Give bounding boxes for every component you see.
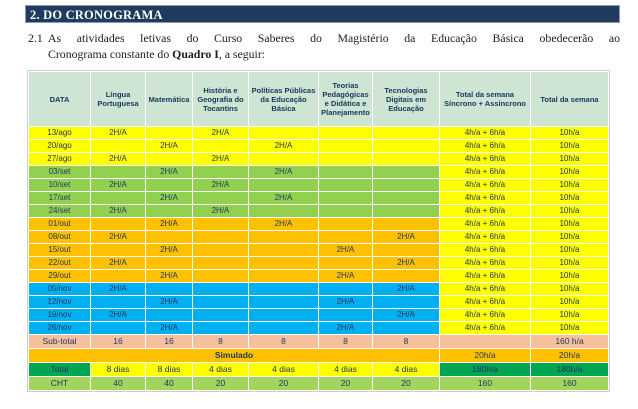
cell-date: 27/ago: [29, 153, 91, 166]
cell-value: [146, 309, 193, 322]
cht-value: 40: [91, 377, 146, 391]
cell-value: 2H/A: [146, 166, 193, 179]
subtotal-value: 16: [146, 335, 193, 349]
cell-value: [373, 179, 440, 192]
cell-value: 2H/A: [146, 218, 193, 231]
quadro-reference: Quadro I: [172, 47, 219, 61]
cell-value: [319, 218, 373, 231]
paragraph-text-line1: As atividades letivas do Curso Saberes do Magistério da Educação Básica obedecerão ao: [48, 31, 620, 45]
date-row: [29, 283, 609, 296]
cell-value: [249, 257, 319, 270]
column-header: Tecnologias Digitais em Educação: [373, 72, 440, 127]
cell-value: 2H/A: [146, 244, 193, 257]
cell-value: 2H/A: [193, 153, 249, 166]
cell-value: [249, 231, 319, 244]
cht-value: 40: [146, 377, 193, 391]
cell-value: 10h/a: [531, 166, 609, 179]
cell-value: 10h/a: [531, 283, 609, 296]
column-header: Políticas Públicas da Educação Básica: [249, 72, 319, 127]
column-header: Total da semana Síncrono + Assíncrono: [440, 72, 531, 127]
cell-date: 26/nov: [29, 322, 91, 335]
cell-date: 08/out: [29, 231, 91, 244]
cell-value: [193, 218, 249, 231]
cell-date: 20/ago: [29, 140, 91, 153]
cell-value: 4h/a + 6h/a: [440, 322, 531, 335]
cell-value: [193, 231, 249, 244]
total-value: 180h/a: [440, 363, 531, 377]
cell-value: 2H/A: [91, 231, 146, 244]
subtotal-value: 8: [319, 335, 373, 349]
cell-value: 2H/A: [193, 205, 249, 218]
cell-value: 10h/a: [531, 231, 609, 244]
cell-value: [319, 140, 373, 153]
subtotal-row: [29, 335, 609, 349]
cell-value: 2H/A: [91, 127, 146, 140]
cell-value: 4h/a + 6h/a: [440, 140, 531, 153]
date-row: [29, 231, 609, 244]
date-row: [29, 192, 609, 205]
cell-value: [319, 257, 373, 270]
cell-value: 10h/a: [531, 218, 609, 231]
cell-value: 4h/a + 6h/a: [440, 153, 531, 166]
cell-value: 4h/a + 6h/a: [440, 296, 531, 309]
cht-value: 20: [319, 377, 373, 391]
cell-value: 4h/a + 6h/a: [440, 218, 531, 231]
cell-value: [91, 270, 146, 283]
cell-value: [319, 283, 373, 296]
cell-value: 2H/A: [91, 257, 146, 270]
cell-value: 2H/A: [146, 270, 193, 283]
cell-value: 2H/A: [193, 127, 249, 140]
cell-date: 10/set: [29, 179, 91, 192]
total-row: [29, 363, 609, 377]
cell-date: 29/out: [29, 270, 91, 283]
cell-value: 10h/a: [531, 296, 609, 309]
cell-value: 10h/a: [531, 322, 609, 335]
cell-value: 10h/a: [531, 257, 609, 270]
column-header: DATA: [29, 72, 91, 127]
total-value: 4 dias: [373, 363, 440, 377]
cell-value: [319, 179, 373, 192]
cell-value: [249, 244, 319, 257]
cell-value: 4h/a + 6h/a: [440, 127, 531, 140]
cell-value: 10h/a: [531, 309, 609, 322]
cell-value: 4h/a + 6h/a: [440, 309, 531, 322]
total-value: 8 dias: [146, 363, 193, 377]
cell-value: 2H/A: [91, 179, 146, 192]
cell-date: 19/nov: [29, 309, 91, 322]
subtotal-value: 8: [193, 335, 249, 349]
subtotal-label: Sub-total: [29, 335, 91, 349]
date-row: [29, 205, 609, 218]
column-header: História e Geografia do Tocantins: [193, 72, 249, 127]
cronograma-table: [28, 71, 609, 391]
cell-value: [249, 205, 319, 218]
cell-value: [193, 309, 249, 322]
subtotal-value: 8: [249, 335, 319, 349]
cell-value: 10h/a: [531, 244, 609, 257]
cell-value: 4h/a + 6h/a: [440, 205, 531, 218]
cell-value: 2H/A: [91, 153, 146, 166]
cell-value: [91, 192, 146, 205]
cell-value: [91, 140, 146, 153]
cell-value: [249, 309, 319, 322]
cell-value: 4h/a + 6h/a: [440, 179, 531, 192]
cell-value: 4h/a + 6h/a: [440, 166, 531, 179]
cell-value: [91, 166, 146, 179]
date-row: [29, 153, 609, 166]
cell-value: [146, 283, 193, 296]
total-value: 8 dias: [91, 363, 146, 377]
simulado-label: Simulado: [29, 349, 440, 363]
cell-value: [193, 296, 249, 309]
cell-value: [193, 257, 249, 270]
subtotal-value: 16: [91, 335, 146, 349]
cell-value: [319, 205, 373, 218]
cell-value: 4h/a + 6h/a: [440, 244, 531, 257]
cell-value: 4h/a + 6h/a: [440, 231, 531, 244]
column-header: Total da semana: [531, 72, 609, 127]
date-row: [29, 257, 609, 270]
cell-value: [146, 205, 193, 218]
total-value: 4 dias: [193, 363, 249, 377]
cell-value: [193, 322, 249, 335]
cell-value: [193, 283, 249, 296]
cell-value: 2H/A: [91, 283, 146, 296]
cell-value: [146, 153, 193, 166]
date-row: [29, 244, 609, 257]
cell-value: 2H/A: [249, 140, 319, 153]
cell-value: 4h/a + 6h/a: [440, 192, 531, 205]
cell-value: 2H/A: [249, 166, 319, 179]
column-header: Língua Portuguesa: [91, 72, 146, 127]
cell-date: 22/out: [29, 257, 91, 270]
cell-value: [193, 166, 249, 179]
date-row: [29, 218, 609, 231]
cell-value: 10h/a: [531, 205, 609, 218]
cht-row: [29, 377, 609, 391]
cell-date: 05/nov: [29, 283, 91, 296]
cell-date: 12/nov: [29, 296, 91, 309]
cell-value: [373, 127, 440, 140]
cell-value: [373, 322, 440, 335]
date-row: [29, 296, 609, 309]
total-value: 4 dias: [249, 363, 319, 377]
cht-label: CHT: [29, 377, 91, 391]
cell-value: 2H/A: [146, 322, 193, 335]
cell-value: [373, 244, 440, 257]
section-title-bar: [25, 5, 620, 23]
cell-value: 2H/A: [146, 140, 193, 153]
cell-value: [373, 205, 440, 218]
cell-value: 2H/A: [319, 270, 373, 283]
total-value: 180h/a: [531, 363, 609, 377]
cell-value: [373, 296, 440, 309]
paragraph-text-line2: Cronograma constante do Quadro I, a seguir:: [48, 47, 266, 61]
cell-value: [373, 140, 440, 153]
cell-value: 2H/A: [249, 192, 319, 205]
cell-value: 2H/A: [319, 244, 373, 257]
total-value: 4 dias: [319, 363, 373, 377]
cell-value: [319, 153, 373, 166]
cell-value: [249, 283, 319, 296]
cell-value: [319, 127, 373, 140]
cell-value: [373, 218, 440, 231]
cell-value: 10h/a: [531, 270, 609, 283]
intro-paragraph: [28, 30, 620, 62]
cell-value: 2H/A: [146, 192, 193, 205]
date-row: [29, 127, 609, 140]
date-row: [29, 140, 609, 153]
cell-value: 2H/A: [91, 205, 146, 218]
cell-value: [146, 257, 193, 270]
subtotal-value: [440, 335, 531, 349]
cell-value: [319, 192, 373, 205]
cell-value: [146, 231, 193, 244]
subtotal-value: 160 h/a: [531, 335, 609, 349]
cell-value: [373, 270, 440, 283]
cell-date: 24/set: [29, 205, 91, 218]
cell-value: [249, 179, 319, 192]
cell-value: [319, 309, 373, 322]
cell-value: 10h/a: [531, 192, 609, 205]
cell-value: [91, 244, 146, 257]
cell-date: 01/out: [29, 218, 91, 231]
date-row: [29, 179, 609, 192]
cell-value: 4h/a + 6h/a: [440, 257, 531, 270]
cell-value: [249, 153, 319, 166]
column-header: Matemática: [146, 72, 193, 127]
cell-value: 2H/A: [146, 296, 193, 309]
cell-value: [373, 166, 440, 179]
cell-date: 13/ago: [29, 127, 91, 140]
cell-value: [91, 322, 146, 335]
cell-value: 2H/A: [249, 218, 319, 231]
simulado-semana-value: 20h/a: [531, 349, 609, 363]
cht-value: 20: [249, 377, 319, 391]
cell-date: 03/set: [29, 166, 91, 179]
simulado-row: [29, 349, 609, 363]
cell-value: 10h/a: [531, 140, 609, 153]
cell-value: 2H/A: [373, 283, 440, 296]
cht-value: 160: [440, 377, 531, 391]
cell-value: [373, 192, 440, 205]
simulado-sincrono-value: 20h/a: [440, 349, 531, 363]
cell-value: 2H/A: [373, 257, 440, 270]
cell-date: 15/out: [29, 244, 91, 257]
cell-value: 2H/A: [373, 231, 440, 244]
cell-value: 2H/A: [373, 309, 440, 322]
cell-value: 10h/a: [531, 127, 609, 140]
date-row: [29, 322, 609, 335]
date-row: [29, 270, 609, 283]
cell-date: 17/set: [29, 192, 91, 205]
cell-value: 4h/a + 6h/a: [440, 283, 531, 296]
cell-value: [319, 166, 373, 179]
cell-value: [146, 179, 193, 192]
cell-value: [373, 153, 440, 166]
cell-value: 4h/a + 6h/a: [440, 270, 531, 283]
cell-value: [193, 192, 249, 205]
cell-value: [319, 231, 373, 244]
cell-value: [249, 322, 319, 335]
cht-value: 20: [373, 377, 440, 391]
cell-value: 10h/a: [531, 153, 609, 166]
paragraph-number: 2.1: [28, 31, 43, 45]
cht-value: 160: [531, 377, 609, 391]
cell-value: [193, 270, 249, 283]
cell-value: [249, 296, 319, 309]
cell-value: [193, 244, 249, 257]
total-label: Total: [29, 363, 91, 377]
cell-value: 10h/a: [531, 179, 609, 192]
column-header: Teorias Pedagógicas e Didática e Planejamento: [319, 72, 373, 127]
section-title: 2. DO CRONOGRAMA: [30, 8, 163, 22]
cell-value: 2H/A: [91, 309, 146, 322]
header-row: [29, 72, 609, 127]
cell-value: [91, 218, 146, 231]
subtotal-value: 8: [373, 335, 440, 349]
cell-value: 2H/A: [319, 322, 373, 335]
cell-value: 2H/A: [193, 179, 249, 192]
cell-value: [91, 296, 146, 309]
cell-value: [249, 270, 319, 283]
cell-value: [249, 127, 319, 140]
cell-value: [146, 127, 193, 140]
cell-value: [193, 140, 249, 153]
date-row: [29, 309, 609, 322]
cell-value: 2H/A: [319, 296, 373, 309]
date-row: [29, 166, 609, 179]
cht-value: 20: [193, 377, 249, 391]
